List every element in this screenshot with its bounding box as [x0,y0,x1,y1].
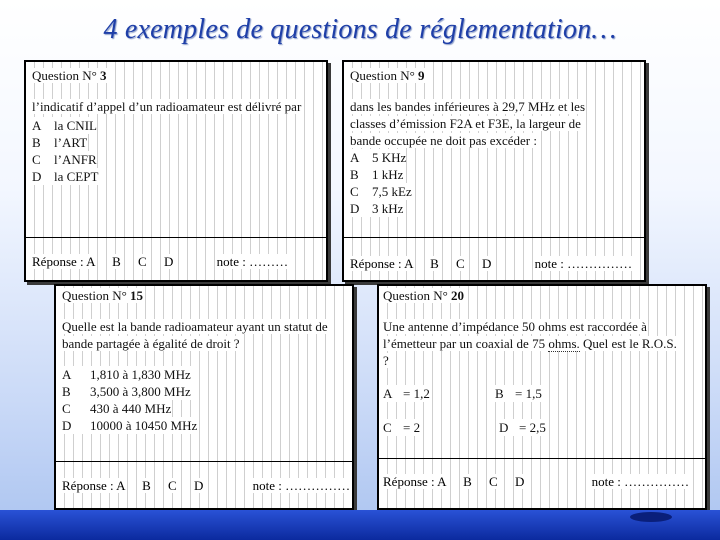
answer-c: C [489,474,498,489]
question-label: Question N° [32,68,97,83]
answer-d: D [481,256,492,271]
answer-c: C [138,254,147,269]
option-d: D la CEPT [32,169,99,184]
question-text: l’indicatif d’appel d’un radioamateur est délivré par [32,99,302,114]
answer-row [383,474,689,490]
question-card-9 [342,60,646,282]
answer-c: C [168,478,177,493]
option-a: A 5 KHz [350,150,407,165]
question-label: Question N° [383,288,448,303]
answer-label: Réponse : A [350,256,413,271]
answer-c: C [456,256,465,271]
answer-row [350,256,632,272]
answer-row [62,478,350,494]
option-a: A la CNIL [32,118,97,133]
answer-b: B [142,478,151,493]
option-a: A 1,810 à 1,830 MHz [62,367,191,382]
answer-label: Réponse : A [62,478,125,493]
option-b: B l’ART [32,135,88,150]
question-card-20 [377,284,707,510]
question-number: 9 [418,68,425,83]
footer-bar [0,510,720,540]
answer-label: Réponse : A [32,254,95,269]
slide-title: 4 exemples de questions de réglementation… [103,14,617,45]
option-c: C 430 à 440 MHz [62,401,172,416]
option-b: B = 1,5 [495,386,542,401]
question-number: 15 [130,288,144,303]
option-b: B 3,500 à 3,800 MHz [62,384,191,399]
note-field: note : …………… [591,474,690,489]
question-number: 20 [451,288,465,303]
note-field: note : …………… [252,478,351,493]
option-c: C 7,5 kEz [350,184,412,199]
answer-row [32,254,288,270]
question-card-3 [24,60,328,282]
option-d: D 3 kHz [350,201,404,216]
option-c: C l’ANFR [32,152,97,167]
option-d: D = 2,5 [499,420,546,435]
option-a: A = 1,2 [383,386,430,401]
answer-d: D [514,474,525,489]
answer-b: B [112,254,121,269]
question-number: 3 [100,68,107,83]
question-text: dans les bandes inférieures à 29,7 MHz et les classes d’émission F2A et F3E, la largeur de bande occupée ne doit pas excéder : [350,99,586,148]
note-field: note : ……… [216,254,289,269]
question-label: Question N° [350,68,415,83]
answer-b: B [463,474,472,489]
question-label: Question N° [62,288,127,303]
decorative-swoosh [630,512,672,522]
answer-b: B [430,256,439,271]
answer-d: D [163,254,174,269]
answer-label: Réponse : A [383,474,446,489]
question-text: Une antenne d’impédance 50 ohms est raccordée à l’émetteur par un coaxial de 75 ohms. Quel est le R.O.S. ? [383,319,677,368]
option-b: B 1 kHz [350,167,404,182]
question-card-15 [54,284,354,510]
answer-d: D [193,478,204,493]
option-d: D 10000 à 10450 MHz [62,418,198,433]
note-field: note : …………… [534,256,633,271]
option-c: C = 2 [383,420,421,435]
question-text: Quelle est la bande radioamateur ayant un statut de bande partagée à égalité de droit ? [62,319,328,351]
